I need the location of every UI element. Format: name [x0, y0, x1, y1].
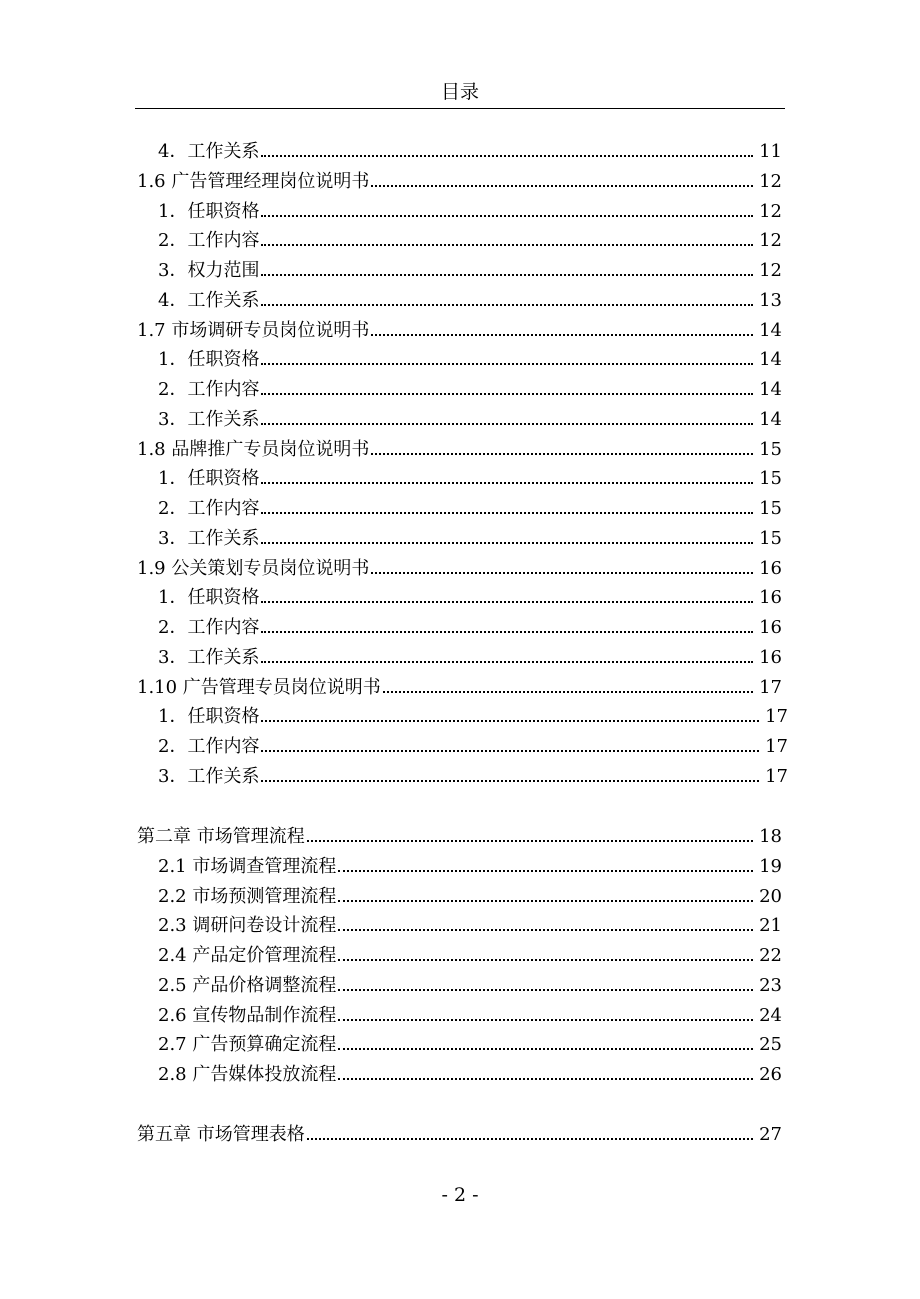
toc-leader-dots — [338, 1078, 753, 1080]
toc-entry-page-number: 17 — [765, 736, 788, 757]
toc-leader-dots — [307, 840, 753, 842]
toc-leader-dots — [261, 482, 753, 484]
toc-entry-label: 1.8 品牌推广专员岗位说明书 — [137, 438, 370, 460]
toc-entry-page-number: 11 — [759, 141, 782, 162]
toc-entry-page-number: 14 — [759, 349, 782, 371]
toc-entry-page-number: 26 — [759, 1064, 782, 1085]
toc-leader-dots — [371, 185, 753, 187]
toc-entry[interactable] — [158, 702, 788, 732]
toc-leader-dots — [261, 631, 753, 633]
toc-entry[interactable] — [158, 911, 782, 941]
toc-entry-page-number: 24 — [759, 1004, 782, 1026]
page-number: - 2 - — [441, 1184, 479, 1206]
toc-leader-dots — [371, 334, 753, 336]
toc-leader-dots — [371, 453, 753, 455]
toc-leader-dots — [261, 274, 753, 276]
toc-entry[interactable] — [158, 1001, 782, 1031]
toc-entry-page-number: 12 — [759, 170, 782, 192]
toc-leader-dots — [338, 870, 753, 872]
toc-leader-dots — [261, 215, 753, 217]
toc-entry-page-number: 14 — [759, 319, 782, 341]
toc-entry[interactable] — [137, 316, 782, 346]
toc-entry-page-number: 15 — [759, 468, 782, 490]
toc-leader-dots — [261, 512, 753, 514]
toc-entry-label: 3．工作关系 — [158, 646, 260, 668]
toc-entry-label: 4．工作关系 — [158, 289, 260, 311]
toc-entry-label: 1.7 市场调研专员岗位说明书 — [137, 319, 370, 341]
toc-entry-page-number: 23 — [759, 974, 782, 996]
toc-leader-dots — [261, 393, 753, 395]
toc-entry-label: 2.6 宣传物品制作流程 — [158, 1004, 337, 1026]
toc-entry[interactable] — [158, 226, 782, 256]
toc-entry-label: 2．工作内容 — [158, 379, 260, 400]
page-header-title: 目录 — [440, 81, 479, 103]
toc-entry-page-number: 13 — [759, 289, 782, 311]
toc-leader-dots — [261, 780, 759, 782]
toc-entry[interactable] — [158, 286, 782, 316]
toc-entry-page-number: 17 — [765, 765, 788, 787]
toc-entry[interactable] — [158, 137, 782, 167]
toc-leader-dots — [307, 1138, 753, 1140]
toc-entry[interactable] — [158, 1030, 782, 1060]
toc-entry-label: 2．工作内容 — [158, 230, 260, 252]
toc-entry[interactable] — [137, 822, 782, 852]
toc-entry-label: 3．工作关系 — [158, 765, 260, 787]
toc-entry[interactable] — [158, 464, 782, 494]
toc-entry[interactable] — [137, 1120, 782, 1150]
toc-entry[interactable] — [158, 345, 782, 375]
toc-leader-dots — [383, 691, 753, 693]
toc-leader-dots — [338, 989, 753, 991]
toc-entry-page-number: 27 — [759, 1124, 782, 1146]
toc-entry-page-number: 25 — [759, 1034, 782, 1056]
toc-entry-label: 2．工作内容 — [158, 617, 260, 638]
toc-entry[interactable] — [158, 583, 782, 613]
toc-entry[interactable] — [137, 554, 782, 584]
toc-entry-label: 1．任职资格 — [158, 349, 260, 371]
toc-leader-dots — [261, 661, 753, 663]
toc-leader-dots — [261, 155, 753, 157]
toc-leader-dots — [371, 572, 753, 574]
toc-entry[interactable] — [158, 643, 782, 673]
toc-entry-page-number: 20 — [759, 885, 782, 907]
toc-entry[interactable] — [158, 613, 782, 643]
toc-entry[interactable] — [158, 852, 782, 882]
toc-entry-page-number: 16 — [759, 646, 782, 668]
toc-entry-label: 4．工作关系 — [158, 141, 260, 162]
toc-entry-label: 1．任职资格 — [158, 706, 260, 728]
toc-entry-label: 2.4 产品定价管理流程 — [158, 945, 337, 966]
toc-leader-dots — [261, 601, 753, 603]
toc-leader-dots — [338, 1019, 753, 1021]
toc-entry-page-number: 15 — [759, 527, 782, 549]
toc-entry-page-number: 17 — [759, 676, 782, 698]
toc-leader-dots — [261, 304, 753, 306]
toc-entry-label: 1.6 广告管理经理岗位说明书 — [137, 170, 370, 192]
toc-entry[interactable] — [158, 971, 782, 1001]
toc-entry-label: 1.9 公关策划专员岗位说明书 — [137, 557, 370, 579]
toc-entry[interactable] — [158, 941, 782, 971]
toc-entry-page-number: 21 — [759, 915, 782, 937]
toc-leader-dots — [338, 959, 753, 961]
toc-entry-page-number: 15 — [759, 498, 782, 519]
toc-entry[interactable] — [158, 882, 782, 912]
toc-entry-label: 1．任职资格 — [158, 468, 260, 490]
toc-leader-dots — [338, 929, 753, 931]
toc-entry-page-number: 16 — [759, 617, 782, 638]
toc-entry-page-number: 15 — [759, 438, 782, 460]
toc-entry-label: 第二章 市场管理流程 — [137, 826, 305, 847]
toc-entry-label: 2.8 广告媒体投放流程 — [158, 1064, 337, 1085]
toc-leader-dots — [261, 542, 753, 544]
toc-entry[interactable] — [158, 494, 782, 524]
toc-leader-dots — [338, 900, 753, 902]
toc-entry[interactable] — [137, 435, 782, 465]
toc-entry-page-number: 12 — [759, 260, 782, 281]
header-rule — [135, 108, 785, 109]
toc-entry[interactable] — [137, 167, 782, 197]
toc-entry-page-number: 18 — [759, 826, 782, 847]
toc-entry-label: 2．工作内容 — [158, 736, 260, 757]
toc-entry-label: 2.5 产品价格调整流程 — [158, 974, 337, 996]
toc-entry-label: 1.10 广告管理专员岗位说明书 — [137, 676, 381, 698]
toc-entry-label: 3．工作关系 — [158, 527, 260, 549]
toc-entry-page-number: 16 — [759, 587, 782, 609]
toc-entry[interactable] — [158, 375, 782, 405]
toc-entry-label: 3．工作关系 — [158, 408, 260, 430]
toc-entry-label: 1．任职资格 — [158, 587, 260, 609]
toc-entry-label: 2.1 市场调查管理流程 — [158, 855, 337, 877]
toc-entry-page-number: 12 — [759, 230, 782, 252]
toc-entry-page-number: 17 — [765, 706, 788, 728]
toc-entry-page-number: 22 — [759, 945, 782, 966]
toc-entry-page-number: 16 — [759, 557, 782, 579]
toc-entry-page-number: 12 — [759, 200, 782, 222]
toc-entry-page-number: 19 — [759, 855, 782, 877]
toc-leader-dots — [261, 750, 759, 752]
toc-entry[interactable] — [158, 256, 782, 286]
toc-entry[interactable] — [158, 1060, 782, 1090]
toc-entry[interactable] — [137, 673, 782, 703]
toc-entry[interactable] — [158, 197, 782, 227]
toc-entry-label: 第五章 市场管理表格 — [137, 1124, 305, 1146]
toc-entry[interactable] — [158, 732, 788, 762]
toc-leader-dots — [261, 363, 753, 365]
toc-entry[interactable] — [158, 405, 782, 435]
toc-leader-dots — [261, 244, 753, 246]
toc-entry-label: 3．权力范围 — [158, 260, 260, 281]
toc-leader-dots — [261, 423, 753, 425]
toc-entry-label: 2．工作内容 — [158, 498, 260, 519]
toc-leader-dots — [261, 720, 759, 722]
toc-entry-page-number: 14 — [759, 408, 782, 430]
toc-entry-label: 2.7 广告预算确定流程 — [158, 1034, 337, 1056]
toc-entry-label: 2.2 市场预测管理流程 — [158, 885, 337, 907]
toc-entry[interactable] — [158, 762, 788, 792]
toc-entry-label: 2.3 调研问卷设计流程 — [158, 915, 337, 937]
toc-entry-label: 1．任职资格 — [158, 200, 260, 222]
toc-entry[interactable] — [158, 524, 782, 554]
toc-leader-dots — [338, 1048, 753, 1050]
toc-entry-page-number: 14 — [759, 379, 782, 400]
